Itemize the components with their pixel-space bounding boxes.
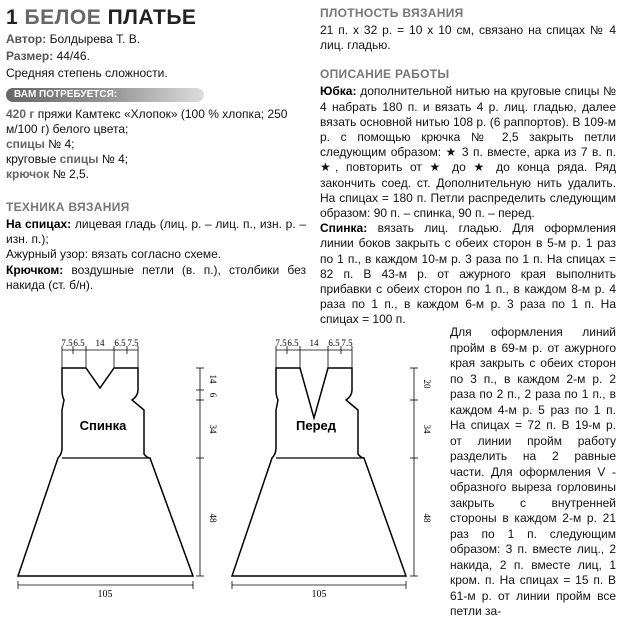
circular-prefix: круговые — [6, 152, 57, 166]
back-dim-bottom: 105 — [97, 589, 113, 600]
author-line — [6, 32, 306, 47]
front-dim-side-1: 20 — [422, 379, 432, 389]
front-dim-bottom: 105 — [311, 589, 327, 600]
hook-value: № 2,5. — [52, 167, 90, 181]
needs-circular — [6, 152, 306, 167]
skirt-label: Юбка: — [320, 84, 357, 99]
density-text: 21 п. х 32 р. = 10 х 10 см, связано на спицах № 4 лиц. гладью. — [320, 23, 616, 53]
hook-label: крючок — [6, 167, 50, 181]
front-dim-top-4: 6.5 — [328, 338, 340, 348]
technique-needles — [6, 217, 306, 247]
back-dim-top-3: 14 — [95, 338, 105, 348]
right-column — [320, 6, 616, 328]
size-line — [6, 49, 306, 64]
size-label: Размер: — [6, 49, 54, 63]
author-label: Автор: — [6, 32, 47, 46]
needles-label: спицы — [6, 137, 45, 151]
technique-lace: Ажурный узор: вязать согласно схеме. — [6, 247, 222, 262]
front-diagram — [232, 338, 432, 600]
needs-header: ВАМ ПОТРЕБУЕТСЯ: — [6, 88, 204, 102]
back-dim-side-2: 6 — [208, 392, 218, 398]
page-title — [6, 6, 306, 30]
technique-hook-label: Крючком: — [6, 262, 64, 277]
technique-hook-text: воздушные петли (в. п.), столбики без накида (ст. б/н). — [6, 262, 306, 292]
size-value: 44/46. — [56, 49, 90, 63]
back-dim-top-2: 6.5 — [73, 338, 85, 348]
front-dim-top-2: 6.5 — [287, 338, 299, 348]
back-label: Спинка: — [320, 221, 368, 236]
front-dim-top-1: 7.5 — [275, 338, 287, 348]
needs-hook — [6, 167, 306, 182]
technique-header: ТЕХНИКА ВЯЗАНИЯ — [6, 200, 130, 214]
skirt-text: дополнительной нитью на круговые спицы № 4 набрать 180 п. и вязать 4 р. лиц. гладью, далее вязать основной нитью 108 р. (6 раппортов). В 109-м р. с помощью крючка № 2,5 закрыть петли следующим образом: ★ 3 п. вместе, арка из 7 в. п. ★, повторить от ★ до ★ до конца ряда. Ряд закончить соед. ст. Дополнительную нить удалить. На спицах = 180 п. Петли распределить следующим образом: 90 п. – спинка, 90 п. – перед. — [320, 84, 616, 221]
difficulty: Средняя степень сложности. — [6, 66, 168, 80]
description-header: ОПИСАНИЕ РАБОТЫ — [320, 67, 450, 82]
circular-value: № 4; — [101, 152, 129, 166]
back-paragraph — [320, 221, 616, 327]
back-outline — [18, 368, 193, 576]
title-number: 1 — [6, 6, 19, 29]
front-dim-top-5: 7.5 — [341, 338, 353, 348]
circular-label: спицы — [59, 152, 99, 166]
technique-hook — [6, 263, 306, 293]
left-column — [6, 6, 306, 293]
density-header: ПЛОТНОСТЬ ВЯЗАНИЯ — [320, 6, 464, 20]
yarn-text: пряжи Камтекс «Хлопок» (100 % хлопка; 250 м/100 г) белого цвета; — [6, 107, 288, 136]
pattern-diagrams — [0, 338, 450, 600]
back-dim-top-5: 7.5 — [127, 338, 139, 348]
front-outline — [232, 368, 406, 576]
skirt-paragraph — [320, 84, 616, 221]
title-bold: ПЛАТЬЕ — [107, 6, 197, 29]
needs-block — [6, 107, 306, 182]
front-dim-top-3: 14 — [309, 338, 319, 348]
title-light: БЕЛОЕ — [24, 6, 102, 29]
needles-value: № 4; — [48, 137, 75, 151]
front-dim-side-2: 34 — [422, 424, 432, 434]
needs-yarn — [6, 107, 306, 137]
author-value: Болдырева Т. В. — [49, 32, 141, 46]
front-piece-label: Перед — [296, 418, 336, 433]
technique-needles-text: лицевая гладь (лиц. р. – лиц. п., изн. р. – изн. п.); — [6, 217, 307, 247]
technique-needles-label: На спицах: — [6, 217, 72, 231]
yarn-amount: 420 г — [6, 107, 35, 121]
back-dim-top-4: 6.5 — [114, 338, 126, 348]
back-dim-side-3: 34 — [208, 424, 218, 434]
back-dim-top-1: 7.5 — [61, 338, 73, 348]
back-dim-side-1: 14 — [208, 374, 218, 384]
front-dim-side-3: 48 — [422, 513, 432, 523]
back-dim-side-4: 48 — [208, 513, 218, 523]
back-text: вязать лиц. гладью. Для оформления линии боков закрыть с обеих сторон в 5-м р. 1 раз по 1 п., в каждом 10-м р. 3 раза по 1 п. На спицах = 82 п. В 43-м р. от ажурного края выполнить прибавки с обеих сторон по 1 п., в каждом 8-м р. 4 раза по 1 п., в каждом 6-м р. 3 раза по 1 п. На спицах = 100 п. — [320, 221, 616, 327]
needs-needles — [6, 137, 306, 152]
armhole-paragraph: Для оформления линий пройм в 69-м р. от ажурного края закрыть с обеих сторон по 3 п., в каждом 2-м р. 2 раза по 2 п., 2 раза по 1 п., в каждом 4-м р. 5 раз по 1 п. На спицах = 72 п. В 19-м р. от линии пройм работу разделить на 2 равные части. Для оформления V - образного выреза горловины закрыть с внутренней стороны в каждом 2-м р. 21 раз по 1 п. следующим образом: 3 п. вместе лиц., 2 накида, 2 п. вместе лиц, 1 кром. п. На спицах = 15 п. В 61-м р. от линии пройм все петли за- — [450, 325, 616, 618]
back-diagram — [18, 338, 218, 600]
back-piece-label: Спинка — [79, 418, 127, 433]
